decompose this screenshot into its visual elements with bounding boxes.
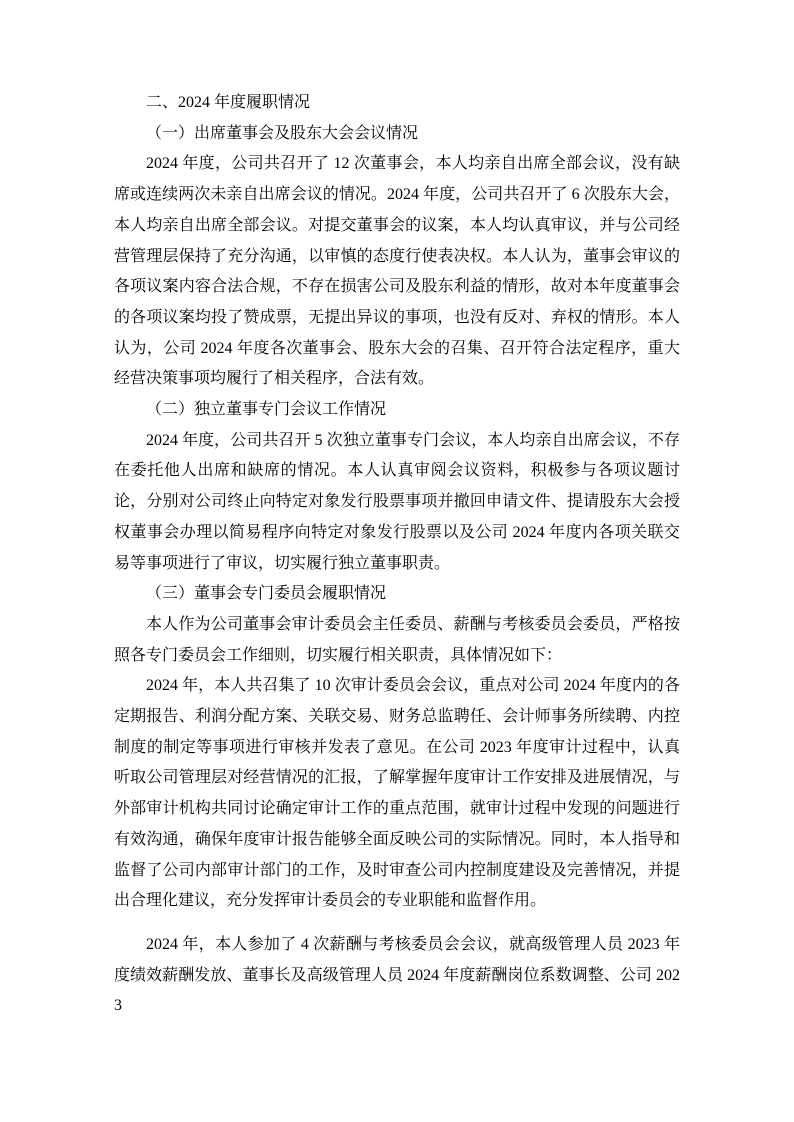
subsection-3-paragraph-1: 本人作为公司董事会审计委员会主任委员、薪酬与考核委员会委员，严格按照各专门委员会工作细则，切实履行相关职责，具体情况如下： (114, 615, 680, 664)
section-title: 二、2024 年度履职情况 (146, 94, 311, 111)
subsection-3-paragraph-3: 2024 年，本人参加了 4 次薪酬与考核委员会会议，就高级管理人员 2023 年度绩效薪酬发放、董事长及高级管理人员 2024 年度薪酬岗位系数调整、公司 2023 (114, 935, 680, 1015)
subsection-2-heading: （二）独立董事专门会议工作情况 (146, 401, 387, 419)
subsection-3-heading: （三）董事会专门委员会履职情况 (146, 585, 387, 603)
subsection-1-paragraph-1: 2024 年度，公司共召开了 12 次董事会，本人均亲自出席全部会议，没有缺席或连续两次未亲自出席会议的情况。2024 年度，公司共召开了 6 次股东大会，本人均亲自出席全部会议。对提交董事会的议案，本人均认真审议，并与公司经营管理层保持了充分沟通，以审慎的态度行使表决权。本人认为，董事会审议的各项议案内容合法合规，不存在损害公司及股东利益的情形，故对本年度董事会的各项议案均投了赞成票，无提出异议的事项，也没有反对、弃权的情形。本人认为，公司 2024 年度各次董事会、股东大会的召集、召开符合法定程序，重大经营决策事项均履行了相关程序，合法有效。 (114, 155, 680, 388)
subsection-3-paragraph-2: 2024 年，本人共召集了 10 次审计委员会会议，重点对公司 2024 年度内的各定期报告、利润分配方案、关联交易、财务总监聘任、会计师事务所续聘、内控制度的制定等事项进行审核并发表了意见。在公司 2023 年度审计过程中，认真听取公司管理层对经营情况的汇报，了解掌握年度审计工作安排及进展情况，与外部审计机构共同讨论确定审计工作的重点范围，就审计过程中发现的问题进行有效沟通，确保年度审计报告能够全面反映公司的实际情况。同时，本人指导和监督了公司内部审计部门的工作，及时审查公司内控制度建设及完善情况，并提出合理化建议，充分发挥审计委员会的专业职能和监督作用。 (114, 677, 680, 910)
subsection-1-heading: （一）出席董事会及股东大会会议情况 (146, 124, 419, 142)
document-content (114, 88, 680, 1022)
subsection-2-paragraph-1: 2024 年度，公司共召开 5 次独立董事专门会议，本人均亲自出席会议，不存在委托他人出席和缺席的情况。本人认真审阅会议资料，积极参与各项议题讨论，分别对公司终止向特定对象发行股票事项并撤回申请文件、提请股东大会授权董事会办理以简易程序向特定对象发行股票以及公司 2024 年度内各项关联交易等事项进行了审议，切实履行独立董事职责。 (114, 431, 680, 572)
